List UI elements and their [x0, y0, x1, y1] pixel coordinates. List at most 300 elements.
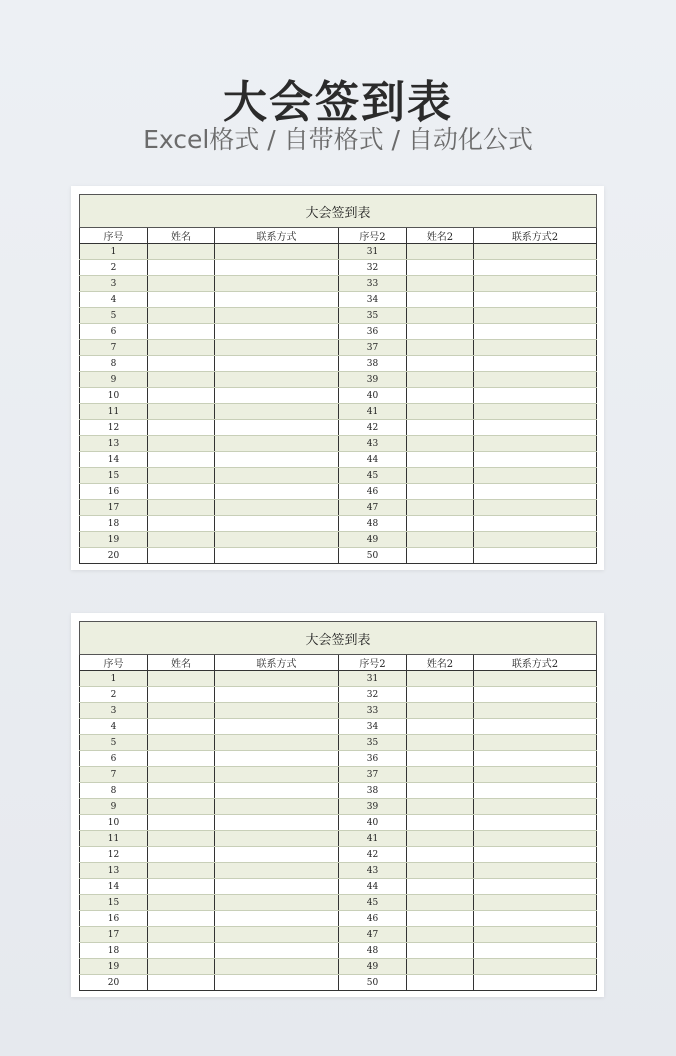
column-header: 联系方式2 — [474, 655, 597, 671]
row-number-cell: 8 — [80, 356, 148, 372]
row-number-cell: 42 — [339, 847, 407, 863]
row-number-cell: 39 — [339, 372, 407, 388]
row-number-cell: 19 — [80, 959, 148, 975]
contact-cell[interactable] — [474, 719, 597, 735]
name-cell[interactable] — [148, 831, 215, 847]
row-number-cell: 40 — [339, 388, 407, 404]
row-number-cell: 10 — [80, 815, 148, 831]
contact-cell[interactable] — [474, 276, 597, 292]
row-number-cell: 11 — [80, 831, 148, 847]
contact-cell[interactable] — [215, 324, 339, 340]
contact-cell[interactable] — [215, 703, 339, 719]
name-cell[interactable] — [148, 959, 215, 975]
name-cell[interactable] — [148, 356, 215, 372]
table-row — [80, 671, 597, 687]
name-cell[interactable] — [407, 548, 474, 564]
name-cell[interactable] — [148, 735, 215, 751]
table-row — [80, 292, 597, 308]
contact-cell[interactable] — [215, 340, 339, 356]
row-number-cell: 15 — [80, 895, 148, 911]
table-row — [80, 340, 597, 356]
name-cell[interactable] — [148, 244, 215, 260]
contact-cell[interactable] — [215, 831, 339, 847]
table-row — [80, 815, 597, 831]
name-cell[interactable] — [148, 388, 215, 404]
row-number-cell: 3 — [80, 703, 148, 719]
column-header: 序号2 — [339, 228, 407, 244]
table-row — [80, 404, 597, 420]
table-row — [80, 927, 597, 943]
row-number-cell: 31 — [339, 671, 407, 687]
table-row — [80, 452, 597, 468]
row-number-cell: 9 — [80, 799, 148, 815]
table-row — [80, 847, 597, 863]
contact-cell[interactable] — [215, 516, 339, 532]
row-number-cell: 38 — [339, 356, 407, 372]
table-row — [80, 895, 597, 911]
table-row — [80, 308, 597, 324]
row-number-cell: 40 — [339, 815, 407, 831]
column-header: 姓名2 — [407, 655, 474, 671]
row-number-cell: 37 — [339, 767, 407, 783]
table-row — [80, 532, 597, 548]
name-cell[interactable] — [148, 324, 215, 340]
row-number-cell: 16 — [80, 484, 148, 500]
name-cell[interactable] — [407, 260, 474, 276]
contact-cell[interactable] — [215, 500, 339, 516]
name-cell[interactable] — [148, 436, 215, 452]
table-row — [80, 276, 597, 292]
contact-cell[interactable] — [474, 324, 597, 340]
contact-cell[interactable] — [474, 436, 597, 452]
name-cell[interactable] — [148, 671, 215, 687]
contact-cell[interactable] — [215, 783, 339, 799]
contact-cell[interactable] — [474, 959, 597, 975]
contact-cell[interactable] — [215, 388, 339, 404]
name-cell[interactable] — [148, 879, 215, 895]
contact-cell[interactable] — [474, 863, 597, 879]
name-cell[interactable] — [148, 404, 215, 420]
column-header-row — [80, 228, 597, 244]
row-number-cell: 7 — [80, 340, 148, 356]
table-row — [80, 484, 597, 500]
name-cell[interactable] — [407, 276, 474, 292]
table-row — [80, 703, 597, 719]
column-header: 序号2 — [339, 655, 407, 671]
contact-cell[interactable] — [474, 404, 597, 420]
contact-cell[interactable] — [474, 927, 597, 943]
sheet-title: 大会签到表 — [80, 195, 597, 228]
row-number-cell: 44 — [339, 879, 407, 895]
name-cell[interactable] — [407, 372, 474, 388]
name-cell[interactable] — [148, 815, 215, 831]
name-cell[interactable] — [148, 260, 215, 276]
contact-cell[interactable] — [474, 911, 597, 927]
contact-cell[interactable] — [474, 703, 597, 719]
row-number-cell: 5 — [80, 308, 148, 324]
contact-cell[interactable] — [215, 879, 339, 895]
row-number-cell: 33 — [339, 276, 407, 292]
contact-cell[interactable] — [474, 356, 597, 372]
row-number-cell: 18 — [80, 943, 148, 959]
row-number-cell: 4 — [80, 292, 148, 308]
name-cell[interactable] — [407, 671, 474, 687]
row-number-cell: 50 — [339, 548, 407, 564]
name-cell[interactable] — [407, 927, 474, 943]
column-header: 姓名 — [148, 655, 215, 671]
name-cell[interactable] — [407, 911, 474, 927]
row-number-cell: 41 — [339, 831, 407, 847]
contact-cell[interactable] — [215, 895, 339, 911]
name-cell[interactable] — [148, 895, 215, 911]
name-cell[interactable] — [148, 340, 215, 356]
name-cell[interactable] — [148, 548, 215, 564]
table-row — [80, 500, 597, 516]
row-number-cell: 1 — [80, 244, 148, 260]
contact-cell[interactable] — [215, 372, 339, 388]
row-number-cell: 47 — [339, 500, 407, 516]
contact-cell[interactable] — [474, 815, 597, 831]
row-number-cell: 34 — [339, 719, 407, 735]
name-cell[interactable] — [148, 516, 215, 532]
contact-cell[interactable] — [215, 911, 339, 927]
contact-cell[interactable] — [474, 671, 597, 687]
row-number-cell: 5 — [80, 735, 148, 751]
contact-cell[interactable] — [215, 532, 339, 548]
contact-cell[interactable] — [215, 276, 339, 292]
table-row — [80, 719, 597, 735]
row-number-cell: 48 — [339, 516, 407, 532]
name-cell[interactable] — [407, 863, 474, 879]
name-cell[interactable] — [148, 703, 215, 719]
contact-cell[interactable] — [474, 244, 597, 260]
row-number-cell: 6 — [80, 751, 148, 767]
table-row — [80, 799, 597, 815]
table-row — [80, 687, 597, 703]
name-cell[interactable] — [407, 783, 474, 799]
row-number-cell: 39 — [339, 799, 407, 815]
name-cell[interactable] — [407, 799, 474, 815]
contact-cell[interactable] — [474, 548, 597, 564]
name-cell[interactable] — [407, 324, 474, 340]
row-number-cell: 16 — [80, 911, 148, 927]
row-number-cell: 13 — [80, 863, 148, 879]
name-cell[interactable] — [407, 879, 474, 895]
contact-cell[interactable] — [215, 292, 339, 308]
row-number-cell: 45 — [339, 895, 407, 911]
name-cell[interactable] — [407, 244, 474, 260]
row-number-cell: 47 — [339, 927, 407, 943]
name-cell[interactable] — [407, 484, 474, 500]
contact-cell[interactable] — [215, 452, 339, 468]
contact-cell[interactable] — [215, 927, 339, 943]
contact-cell[interactable] — [474, 260, 597, 276]
row-number-cell: 31 — [339, 244, 407, 260]
column-header: 联系方式 — [215, 228, 339, 244]
contact-cell[interactable] — [474, 340, 597, 356]
column-header: 联系方式 — [215, 655, 339, 671]
table-row — [80, 911, 597, 927]
table-row — [80, 863, 597, 879]
row-number-cell: 18 — [80, 516, 148, 532]
contact-cell[interactable] — [215, 847, 339, 863]
name-cell[interactable] — [148, 687, 215, 703]
sign-in-table — [79, 621, 597, 991]
contact-cell[interactable] — [215, 799, 339, 815]
table-row — [80, 879, 597, 895]
contact-cell[interactable] — [474, 308, 597, 324]
row-number-cell: 9 — [80, 372, 148, 388]
name-cell[interactable] — [148, 532, 215, 548]
contact-cell[interactable] — [474, 372, 597, 388]
contact-cell[interactable] — [215, 943, 339, 959]
contact-cell[interactable] — [474, 799, 597, 815]
sheet-title-row — [80, 622, 597, 655]
row-number-cell: 8 — [80, 783, 148, 799]
name-cell[interactable] — [407, 815, 474, 831]
name-cell[interactable] — [407, 959, 474, 975]
contact-cell[interactable] — [215, 975, 339, 991]
name-cell[interactable] — [407, 356, 474, 372]
contact-cell[interactable] — [215, 719, 339, 735]
table-row — [80, 388, 597, 404]
row-number-cell: 49 — [339, 959, 407, 975]
contact-cell[interactable] — [215, 356, 339, 372]
name-cell[interactable] — [148, 292, 215, 308]
contact-cell[interactable] — [215, 815, 339, 831]
name-cell[interactable] — [148, 847, 215, 863]
contact-cell[interactable] — [215, 308, 339, 324]
contact-cell[interactable] — [474, 516, 597, 532]
name-cell[interactable] — [407, 516, 474, 532]
name-cell[interactable] — [148, 420, 215, 436]
contact-cell[interactable] — [474, 783, 597, 799]
row-number-cell: 44 — [339, 452, 407, 468]
table-row — [80, 324, 597, 340]
contact-cell[interactable] — [215, 260, 339, 276]
contact-cell[interactable] — [215, 436, 339, 452]
row-number-cell: 13 — [80, 436, 148, 452]
name-cell[interactable] — [407, 452, 474, 468]
contact-cell[interactable] — [215, 484, 339, 500]
table-row — [80, 356, 597, 372]
row-number-cell: 14 — [80, 452, 148, 468]
table-row — [80, 420, 597, 436]
row-number-cell: 41 — [339, 404, 407, 420]
row-number-cell: 17 — [80, 927, 148, 943]
row-number-cell: 17 — [80, 500, 148, 516]
sheet-title: 大会签到表 — [80, 622, 597, 655]
name-cell[interactable] — [148, 783, 215, 799]
name-cell[interactable] — [148, 863, 215, 879]
table-row — [80, 751, 597, 767]
name-cell[interactable] — [407, 895, 474, 911]
contact-cell[interactable] — [215, 671, 339, 687]
name-cell[interactable] — [407, 468, 474, 484]
name-cell[interactable] — [407, 308, 474, 324]
column-header: 联系方式2 — [474, 228, 597, 244]
table-row — [80, 975, 597, 991]
contact-cell[interactable] — [215, 404, 339, 420]
sheet-title-row — [80, 195, 597, 228]
column-header-row — [80, 655, 597, 671]
table-row — [80, 735, 597, 751]
name-cell[interactable] — [407, 719, 474, 735]
name-cell[interactable] — [407, 703, 474, 719]
contact-cell[interactable] — [215, 863, 339, 879]
name-cell[interactable] — [407, 767, 474, 783]
row-number-cell: 36 — [339, 324, 407, 340]
contact-cell[interactable] — [474, 292, 597, 308]
name-cell[interactable] — [148, 308, 215, 324]
contact-cell[interactable] — [215, 735, 339, 751]
contact-cell[interactable] — [474, 388, 597, 404]
name-cell[interactable] — [148, 975, 215, 991]
row-number-cell: 36 — [339, 751, 407, 767]
contact-cell[interactable] — [215, 687, 339, 703]
name-cell[interactable] — [148, 452, 215, 468]
name-cell[interactable] — [148, 468, 215, 484]
row-number-cell: 19 — [80, 532, 148, 548]
name-cell[interactable] — [148, 943, 215, 959]
contact-cell[interactable] — [474, 831, 597, 847]
row-number-cell: 3 — [80, 276, 148, 292]
row-number-cell: 14 — [80, 879, 148, 895]
page-subtitle: Excel格式 / 自带格式 / 自动化公式 — [143, 125, 533, 154]
contact-cell[interactable] — [474, 735, 597, 751]
table-row — [80, 516, 597, 532]
row-number-cell: 49 — [339, 532, 407, 548]
row-number-cell: 7 — [80, 767, 148, 783]
row-number-cell: 50 — [339, 975, 407, 991]
contact-cell[interactable] — [474, 500, 597, 516]
table-row — [80, 831, 597, 847]
contact-cell[interactable] — [215, 420, 339, 436]
contact-cell[interactable] — [474, 847, 597, 863]
row-number-cell: 15 — [80, 468, 148, 484]
table-row — [80, 260, 597, 276]
row-number-cell: 6 — [80, 324, 148, 340]
row-number-cell: 32 — [339, 260, 407, 276]
row-number-cell: 20 — [80, 975, 148, 991]
row-number-cell: 11 — [80, 404, 148, 420]
name-cell[interactable] — [407, 420, 474, 436]
name-cell[interactable] — [407, 735, 474, 751]
contact-cell[interactable] — [215, 468, 339, 484]
table-row — [80, 468, 597, 484]
name-cell[interactable] — [148, 751, 215, 767]
contact-cell[interactable] — [474, 975, 597, 991]
name-cell[interactable] — [148, 276, 215, 292]
contact-cell[interactable] — [215, 548, 339, 564]
name-cell[interactable] — [407, 388, 474, 404]
contact-cell[interactable] — [474, 895, 597, 911]
contact-cell[interactable] — [474, 943, 597, 959]
row-number-cell: 12 — [80, 847, 148, 863]
table-row — [80, 767, 597, 783]
contact-cell[interactable] — [474, 420, 597, 436]
row-number-cell: 34 — [339, 292, 407, 308]
name-cell[interactable] — [407, 687, 474, 703]
contact-cell[interactable] — [474, 767, 597, 783]
table-row — [80, 244, 597, 260]
name-cell[interactable] — [148, 500, 215, 516]
name-cell[interactable] — [407, 436, 474, 452]
row-number-cell: 35 — [339, 735, 407, 751]
page-title: 大会签到表 — [223, 77, 453, 128]
row-number-cell: 10 — [80, 388, 148, 404]
row-number-cell: 12 — [80, 420, 148, 436]
contact-cell[interactable] — [474, 532, 597, 548]
sheet-preview-1 — [71, 186, 604, 570]
name-cell[interactable] — [407, 292, 474, 308]
column-header: 序号 — [80, 228, 148, 244]
row-number-cell: 42 — [339, 420, 407, 436]
contact-cell[interactable] — [474, 452, 597, 468]
row-number-cell: 4 — [80, 719, 148, 735]
column-header: 序号 — [80, 655, 148, 671]
contact-cell[interactable] — [215, 751, 339, 767]
name-cell[interactable] — [407, 500, 474, 516]
row-number-cell: 37 — [339, 340, 407, 356]
row-number-cell: 48 — [339, 943, 407, 959]
name-cell[interactable] — [407, 943, 474, 959]
row-number-cell: 2 — [80, 687, 148, 703]
contact-cell[interactable] — [474, 687, 597, 703]
name-cell[interactable] — [407, 847, 474, 863]
name-cell[interactable] — [148, 927, 215, 943]
contact-cell[interactable] — [215, 959, 339, 975]
row-number-cell: 38 — [339, 783, 407, 799]
column-header: 姓名2 — [407, 228, 474, 244]
table-row — [80, 436, 597, 452]
name-cell[interactable] — [407, 340, 474, 356]
row-number-cell: 1 — [80, 671, 148, 687]
name-cell[interactable] — [148, 767, 215, 783]
name-cell[interactable] — [407, 975, 474, 991]
name-cell[interactable] — [407, 831, 474, 847]
contact-cell[interactable] — [474, 468, 597, 484]
name-cell[interactable] — [407, 532, 474, 548]
contact-cell[interactable] — [215, 244, 339, 260]
column-header: 姓名 — [148, 228, 215, 244]
table-row — [80, 372, 597, 388]
name-cell[interactable] — [407, 404, 474, 420]
row-number-cell: 43 — [339, 863, 407, 879]
row-number-cell: 33 — [339, 703, 407, 719]
row-number-cell: 35 — [339, 308, 407, 324]
row-number-cell: 45 — [339, 468, 407, 484]
sign-in-table — [79, 194, 597, 564]
contact-cell[interactable] — [474, 879, 597, 895]
name-cell[interactable] — [407, 751, 474, 767]
table-row — [80, 959, 597, 975]
row-number-cell: 2 — [80, 260, 148, 276]
contact-cell[interactable] — [474, 751, 597, 767]
table-row — [80, 943, 597, 959]
row-number-cell: 43 — [339, 436, 407, 452]
contact-cell[interactable] — [474, 484, 597, 500]
name-cell[interactable] — [148, 911, 215, 927]
contact-cell[interactable] — [215, 767, 339, 783]
name-cell[interactable] — [148, 484, 215, 500]
name-cell[interactable] — [148, 799, 215, 815]
name-cell[interactable] — [148, 372, 215, 388]
row-number-cell: 32 — [339, 687, 407, 703]
table-row — [80, 783, 597, 799]
name-cell[interactable] — [148, 719, 215, 735]
row-number-cell: 20 — [80, 548, 148, 564]
